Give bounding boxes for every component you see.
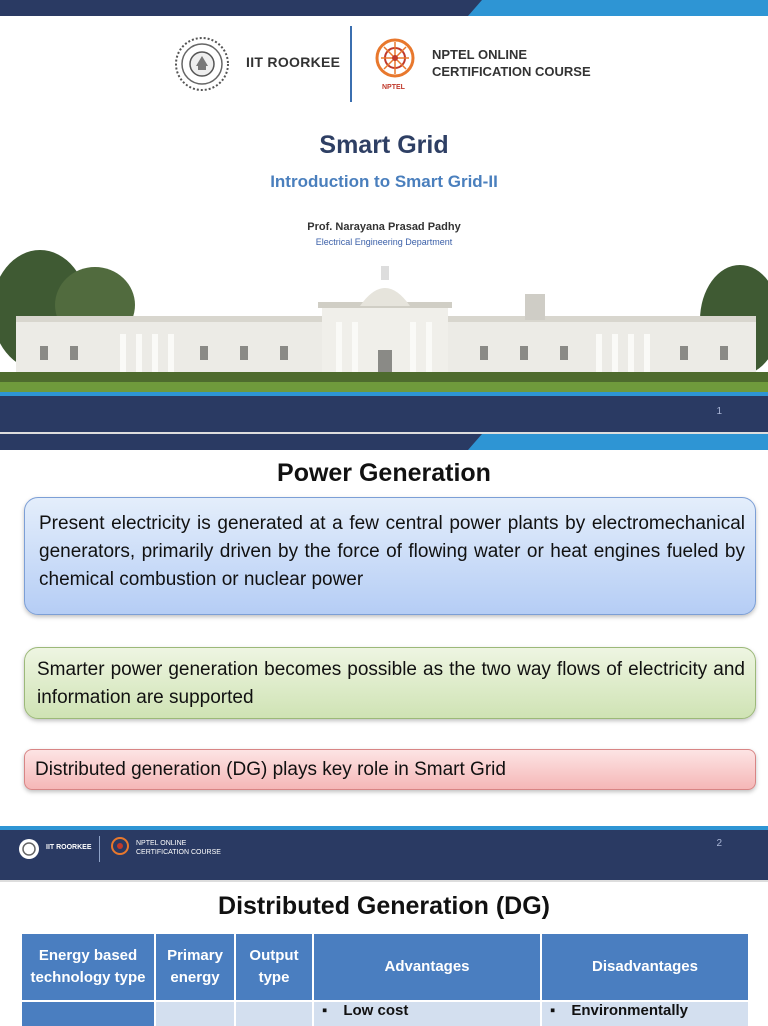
slide-title: Distributed Generation (DG): [218, 892, 550, 920]
table-cell-technology-type: [21, 1001, 155, 1026]
column-header-disadvantages: Disadvantages: [541, 933, 749, 1001]
logo-divider: [99, 836, 100, 862]
column-header-technology-type: Energy based technology type: [21, 933, 155, 1001]
nptel-label-line1: NPTEL ONLINE: [136, 840, 187, 847]
top-banner: [0, 434, 768, 450]
table-row: [21, 1001, 749, 1026]
nptel-badge: NPTEL: [382, 84, 405, 91]
nptel-label: [432, 46, 591, 80]
distributed-generation-slide: [0, 880, 768, 1026]
column-header-output-type: Output type: [235, 933, 313, 1001]
campus-building-photo: [0, 250, 768, 392]
nptel-label-line1: NPTEL ONLINE: [432, 47, 528, 62]
iit-roorkee-emblem-icon: [174, 36, 230, 92]
power-generation-slide: [0, 432, 768, 882]
iit-roorkee-label: IIT ROORKEE: [246, 54, 341, 70]
smarter-generation-box: Smarter power generation becomes possible as the two way flows of electricity and information are supported: [24, 647, 756, 719]
top-banner: [0, 0, 768, 16]
table-cell-output-type: [235, 1001, 313, 1026]
nptel-label: [136, 839, 221, 857]
column-header-primary-energy: Primary energy: [155, 933, 235, 1001]
dg-technology-table: [20, 932, 750, 1026]
nptel-label-line2: CERTIFICATION COURSE: [136, 849, 221, 856]
department-name: Electrical Engineering Department: [315, 237, 453, 247]
title-slide: [0, 0, 768, 432]
slide-footer-bar: [0, 826, 768, 882]
footer-accent-line: [0, 826, 768, 830]
logo-header: [0, 22, 768, 112]
bullet-item: ▪ Low cost: [320, 1002, 408, 1019]
slide-subtitle: Introduction to Smart Grid-II: [270, 172, 498, 191]
table-header-row: [21, 933, 749, 1001]
iit-roorkee-emblem-icon: [18, 838, 40, 860]
footer-accent-line: [0, 392, 768, 396]
table-cell-advantages: [313, 1001, 541, 1026]
professor-name: Prof. Narayana Prasad Padhy: [307, 221, 461, 233]
table-cell-primary-energy: [155, 1001, 235, 1026]
page-number: 2: [716, 838, 722, 849]
top-banner-accent: [468, 0, 768, 16]
central-generation-box: Present electricity is generated at a few central power plants by electromechanical generators, primarily driven by the force of flowing water or heat engines fueled by chemical combustion or nuclear power: [24, 497, 756, 615]
logo-divider: [350, 26, 352, 102]
title-footer-bar: [0, 392, 768, 432]
top-banner-accent: [468, 434, 768, 450]
nptel-logo-icon: [110, 836, 130, 860]
bullet-item: ▪ Environmentally: [548, 1002, 688, 1019]
page-number: 1: [716, 406, 722, 417]
distributed-generation-box: Distributed generation (DG) plays key role in Smart Grid: [24, 749, 756, 790]
iit-roorkee-label: IIT ROORKEE: [46, 844, 92, 851]
slide-title: Power Generation: [277, 459, 491, 487]
table-cell-disadvantages: [541, 1001, 749, 1026]
slide-title: Smart Grid: [319, 131, 449, 159]
nptel-label-line2: CERTIFICATION COURSE: [432, 64, 591, 79]
column-header-advantages: Advantages: [313, 933, 541, 1001]
